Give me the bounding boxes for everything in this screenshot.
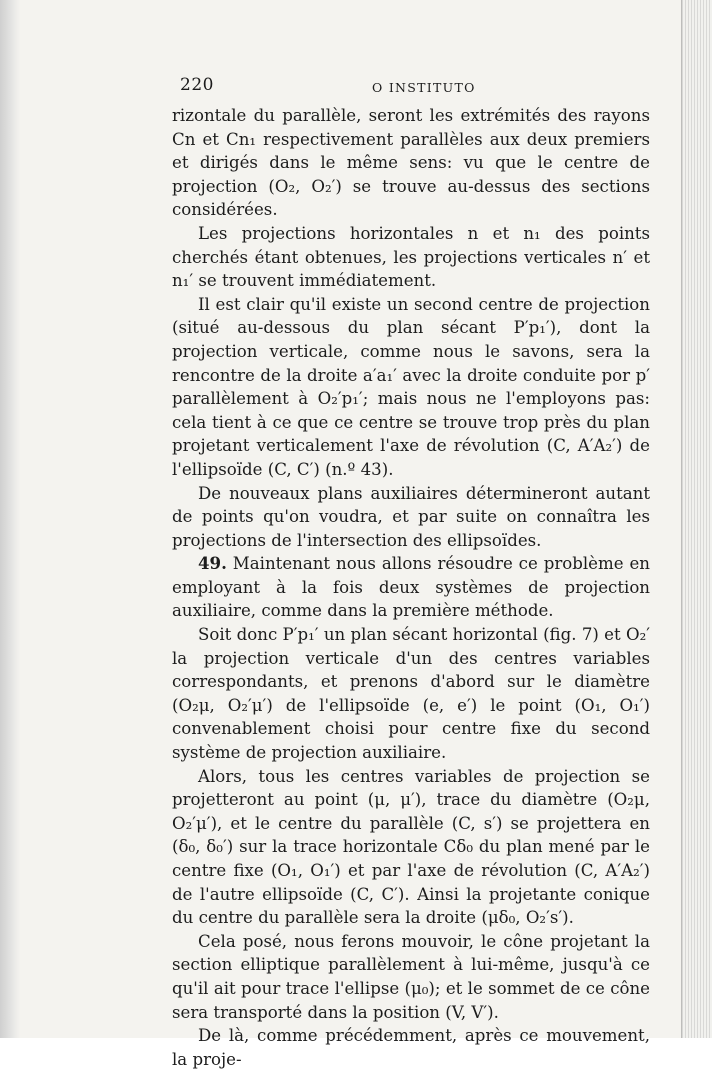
page-edges xyxy=(681,0,712,1038)
page-content xyxy=(172,74,650,1071)
paragraph-7: Alors, tous les centres variables de projection se projetteront au point (μ, μ′), trace du diamètre (O₂μ, O₂′μ′), et le centre du parallèle (C, s′) se projettera en (δ₀, δ₀′) sur la trace horizontale Cδ₀ du plan mené par le centre fixe (O₁, O₁′) et par l'axe de révolution (C, A′A₂′) de l'autre ellipsoïde (C, C′). Ainsi la projetante conique du centre du parallèle sera la droite (μδ₀, O₂′s′). xyxy=(172,766,650,928)
paragraph-5-text: Maintenant nous allons résoudre ce problème en employant à la fois deux systèmes de projection auxiliaire, comme dans la première méthode. xyxy=(172,554,650,621)
running-header xyxy=(172,74,650,104)
paragraph-8: Cela posé, nous ferons mouvoir, le cône projetant la section elliptique parallèlement à lui-même, jusqu'à ce qu'il ait pour trace l'ellipse (μ₀); et le sommet de ce cône sera transporté dans la position (V, V′). xyxy=(172,931,650,1022)
running-title: O INSTITUTO xyxy=(372,80,476,95)
book-gutter-shadow xyxy=(0,0,20,1038)
page-number: 220 xyxy=(180,75,214,95)
paragraph-3: Il est clair qu'il existe un second centre de projection (situé au-dessous du plan sécant P′p₁′), dont la projection verticale, comme nous le savons, sera la rencontre de la droite a′a₁′ avec la droite conduite por p′ parallèlement à O₂′p₁′; mais nous ne l'employons pas: cela tient à ce que ce centre se trouve trop près du plan projetant verticalement l'axe de révolution (C, A′A₂′) de l'ellipsoïde (C, C′) (n.º 43). xyxy=(172,294,650,479)
paragraph-4: De nouveaux plans auxiliaires détermineront autant de points qu'on voudra, et par suite on connaîtra les projections de l'intersection des ellipsoïdes. xyxy=(172,483,650,550)
paragraph-1: rizontale du parallèle, seront les extrémités des rayons Cn et Cn₁ respectivement parallèles aux deux premiers et dirigés dans le même sens: vu que le centre de projection (O₂, O₂′) se trouve au-dessus des sections considérées. xyxy=(172,106,650,220)
section-number: 49. xyxy=(198,553,227,574)
paragraph-5 xyxy=(172,552,650,623)
paragraph-9: De là, comme précédemment, après ce mouvement, la proje- xyxy=(172,1026,650,1069)
paragraph-6: Soit donc P′p₁′ un plan sécant horizontal (fig. 7) et O₂′ la projection verticale d'un des centres variables correspondants, et prenons d'abord sur le diamètre (O₂μ, O₂′μ′) de l'ellipsoïde (e, e′) le point (O₁, O₁′) convenablement choisi pour centre fixe du second système de projection auxiliaire. xyxy=(172,625,650,763)
paragraph-2: Les projections horizontales n et n₁ des points cherchés étant obtenues, les projections verticales n′ et n₁′ se trouvent immédiatement. xyxy=(172,223,650,291)
